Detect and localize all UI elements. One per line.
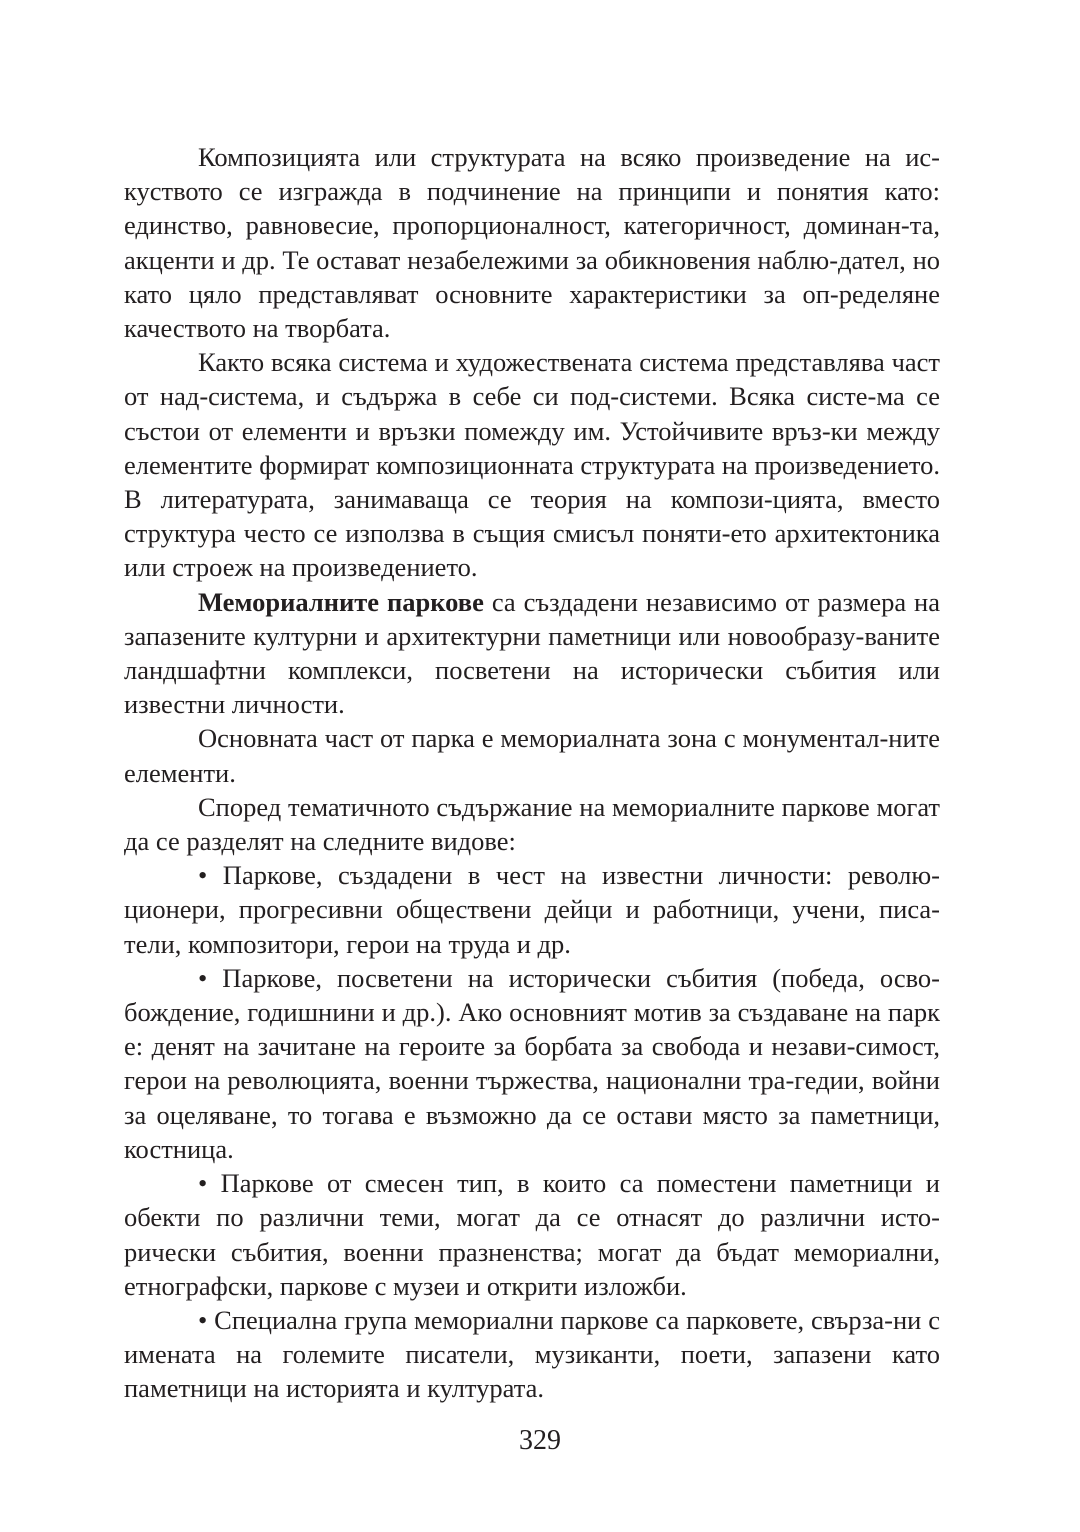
list-item-historical-events	[124, 961, 940, 1166]
body-text	[124, 140, 940, 1406]
list-item-mixed-type	[124, 1166, 940, 1303]
paragraph-text: Според тематичното съдържание на мемориалните паркове могат да се разделят на следните видове:	[124, 791, 940, 857]
term-memorial-parks: Мемориалните паркове	[198, 586, 484, 617]
paragraph-text: Основната част от парка е мемориалната зона с монументал-ните елементи.	[124, 723, 940, 788]
paragraph-text: са създадени независимо от размера на запазените културни и архитектурни паметници или новообразу-ваните ландшафтни комплекси, посветени на исторически събития или известни личности.	[124, 586, 941, 720]
paragraph-text: • Паркове от смесен тип, в които са поместени паметници и обекти по различни теми, могат да се отнасят до различни исто-рически събития, военни празненства; могат да бъдат мемориални, етнографски, паркове с музеи и открити изложби.	[124, 1168, 940, 1301]
paragraph-text: Както всяка система и художествената система представлява част от над-система, и съдържа в себе си под-системи. Всяка систе-ма се състои от елементи и връзки помежду им. Устойчивите връз-ки между елементите формират композиционната структурата на произведението. В литературата, занимаваща се теория на компози-цията, вместо структура често се използва в същия смисъл поняти-ето архитектоника или строеж на произведението.	[124, 347, 941, 583]
list-item-special-group	[124, 1303, 940, 1406]
paragraph-composition	[124, 140, 940, 345]
paragraph-text: • Паркове, посветени на исторически събития (победа, осво-бождение, годишнини и др.). Ако основният мотив за създаване на парк е: денят на зачитане на героите за борбата за свобода и незави-симост, герои на революцията, военни тържества, национални тра-гедии, войни за оцеляване, то тогава е възможно да се остави място за паметници, костница.	[124, 962, 940, 1164]
paragraph-text: Композицията или структурата на всяко произведение на ис-куството се изгражда в подчинение на принципи и понятия като: единство, равновесие, пропорционалност, категоричност, доминан-та, акценти и др. Те остават незабележими за обикновения наблю-дател, но като цяло представляват основните характеристики за оп-ределяне качеството на творбата.	[124, 142, 940, 344]
paragraph-system	[124, 345, 940, 584]
paragraph-types-intro	[124, 790, 940, 858]
paragraph-main-part	[124, 721, 940, 789]
paragraph-memorial-parks	[124, 585, 940, 722]
paragraph-text: • Специална група мемориални паркове са парковете, свърза-ни с имената на големите писатели, музиканти, поети, запазени като паметници на историята и културата.	[124, 1304, 940, 1404]
list-item-personalities	[124, 858, 940, 961]
paragraph-text: • Паркове, създадени в чест на известни личности: револю-ционери, прогресивни обществени дейци и работници, учени, писа-тели, композитори, герои на труда и др.	[124, 860, 940, 959]
page-number: 329	[519, 1425, 561, 1456]
